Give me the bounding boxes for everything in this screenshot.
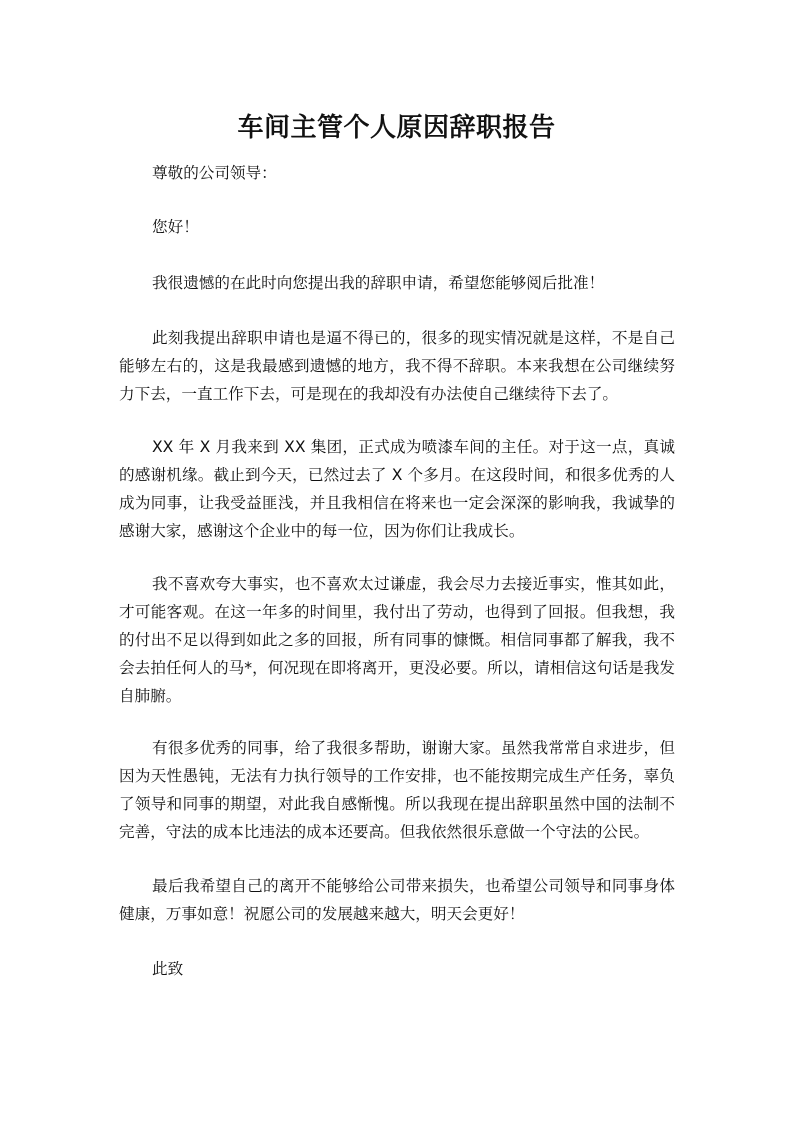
greeting: 您好！: [152, 218, 199, 236]
paragraph-request: 我很遗憾的在此时向您提出我的辞职申请，希望您能够阅后批准！: [152, 274, 605, 292]
paragraph-reason: 此刻我提出辞职申请也是逼不得已的，很多的现实情况就是这样，不是自己能够左右的，这是我最感到遗憾的地方，我不得不辞职。本来我想在公司继续努力下去，一直工作下去，可是现在的我却没有办法使自己继续待下去了。: [119, 329, 675, 403]
paragraph-thanks: 有很多优秀的同事，给了我很多帮助，谢谢大家。虽然我常常自求进步，但因为天性愚钝，无法有力执行领导的工作安排，也不能按期完成生产任务，辜负了领导和同事的期望，对此我自感惭愧。所以我现在提出辞职虽然中国的法制不完善，守法的成本比违法的成本还要高。但我依然很乐意做一个守法的公民。: [119, 739, 675, 841]
document-title: 车间主管个人原因辞职报告: [237, 113, 556, 143]
paragraph-history: XX 年 X 月我来到 XX 集团，正式成为喷漆车间的主任。对于这一点，真诚的感谢机缘。截止到今天，已然过去了 X 个多月。在这段时间，和很多优秀的人成为同事，让我受益匪浅，并且我相信在将来也一定会深深的影响我，我诚挚的感谢大家，感谢这个企业中的每一位，因为你们让我成长。: [119, 438, 675, 540]
closing: 此致: [152, 960, 184, 978]
salutation: 尊敬的公司领导：: [152, 164, 277, 182]
paragraph-wishes: 最后我希望自己的离开不能够给公司带来损失，也希望公司领导和同事身体健康，万事如意！祝愿公司的发展越来越大，明天会更好！: [119, 877, 675, 923]
paragraph-honesty: 我不喜欢夸大事实，也不喜欢太过谦虚，我会尽力去接近事实，惟其如此，才可能客观。在这一年多的时间里，我付出了劳动，也得到了回报。但我想，我的付出不足以得到如此之多的回报，所有同事的慷慨。相信同事都了解我，我不会去拍任何人的马*，何况现在即将离开，更没必要。所以，请相信这句话是我发自肺腑。: [119, 575, 675, 705]
